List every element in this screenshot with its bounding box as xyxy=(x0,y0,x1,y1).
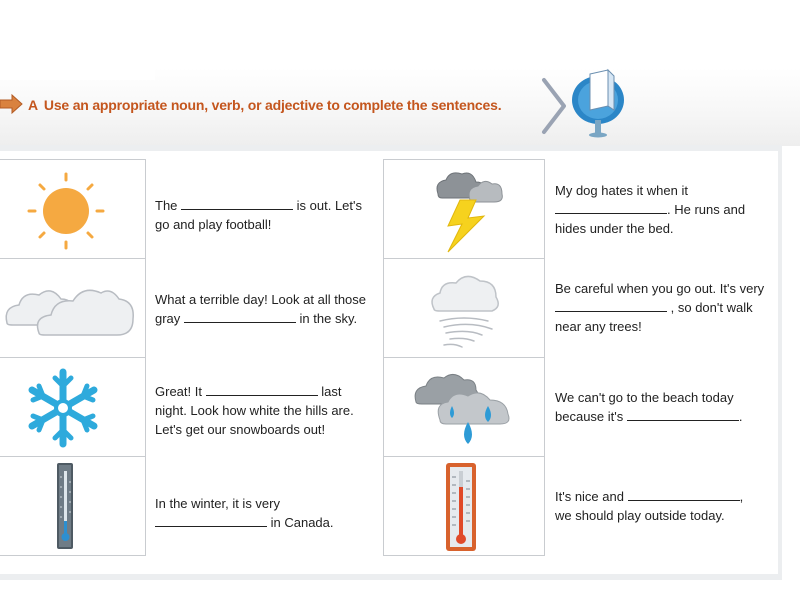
magnifier-glass-icon xyxy=(568,62,634,138)
cold-thermometer-icon xyxy=(0,457,145,555)
sentence-text: What a terrible day! Look at all those xyxy=(155,292,367,307)
instruction-text xyxy=(28,97,501,113)
sentence-left-3 xyxy=(155,382,354,439)
hot-thermometer-icon xyxy=(384,457,544,555)
image-cell-rain xyxy=(383,357,545,457)
arrow-right-icon xyxy=(0,92,24,116)
sentence-text: we should play outside today. xyxy=(555,508,725,523)
sentence-text: go and play football! xyxy=(155,217,272,232)
image-cell-windy xyxy=(383,258,545,358)
sentence-text: , xyxy=(739,489,744,504)
sentence-text: Great! It xyxy=(155,384,202,399)
header-notch xyxy=(0,60,155,80)
sentence-text: In the winter, it is very xyxy=(155,496,280,511)
sentence-text: hides under the bed. xyxy=(555,221,674,236)
sentence-right-3 xyxy=(555,388,743,426)
sentence-right-1 xyxy=(555,181,745,238)
sentence-text: We can't go to the beach today xyxy=(555,390,734,405)
sentence-text: in the sky. xyxy=(299,311,358,326)
lightning-storm-icon xyxy=(384,160,544,258)
answer-blank[interactable] xyxy=(181,198,293,210)
sentence-text: is out. Let's xyxy=(296,198,363,213)
sentence-text: . xyxy=(738,409,743,424)
answer-blank[interactable] xyxy=(627,409,739,421)
answer-blank[interactable] xyxy=(155,515,267,527)
sentence-text: night. Look how white the hills are. xyxy=(155,403,354,418)
sentence-text: gray xyxy=(155,311,181,326)
sentence-text: Be careful when you go out. It's very xyxy=(555,281,765,296)
answer-blank[interactable] xyxy=(555,202,667,214)
sentence-text: in Canada. xyxy=(270,515,334,530)
sentence-text: Let's get our snowboards out! xyxy=(155,422,326,437)
clouds-icon xyxy=(0,259,145,357)
image-cell-clouds xyxy=(0,258,146,358)
sentence-left-1 xyxy=(155,196,362,234)
exercise-panel xyxy=(0,145,782,580)
image-cell-lightning xyxy=(383,159,545,259)
answer-blank[interactable] xyxy=(555,300,667,312)
chevron-right-icon xyxy=(540,76,570,136)
image-cell-hot-thermometer xyxy=(383,456,545,556)
sentence-right-2 xyxy=(555,279,764,336)
sentence-text: It's nice and xyxy=(555,489,624,504)
sentence-text: last xyxy=(321,384,342,399)
sentence-left-4 xyxy=(155,494,334,532)
answer-blank[interactable] xyxy=(206,384,318,396)
answer-blank[interactable] xyxy=(184,311,296,323)
image-cell-sun xyxy=(0,159,146,259)
rain-cloud-icon xyxy=(384,358,544,456)
instruction-label: Use an appropriate noun, verb, or adjective to complete the sentences. xyxy=(43,97,502,113)
sentence-text: near any trees! xyxy=(555,319,642,334)
sentence-right-4 xyxy=(555,487,743,525)
sentence-text: because it's xyxy=(555,409,624,424)
exercise-panel-inner xyxy=(0,151,778,574)
sentence-text: The xyxy=(155,198,178,213)
image-cell-snowflake xyxy=(0,357,146,457)
sentence-text: , so don't walk xyxy=(670,300,753,315)
sentence-left-2 xyxy=(155,290,366,328)
sentence-text: My dog hates it when it xyxy=(555,183,688,198)
snowflake-icon xyxy=(0,358,145,456)
windy-cloud-icon xyxy=(384,259,544,357)
exercise-letter: A xyxy=(28,97,38,113)
answer-blank[interactable] xyxy=(628,489,740,501)
sun-icon xyxy=(0,160,145,258)
sentence-text: . He runs and xyxy=(667,202,746,217)
image-cell-cold-thermometer xyxy=(0,456,146,556)
